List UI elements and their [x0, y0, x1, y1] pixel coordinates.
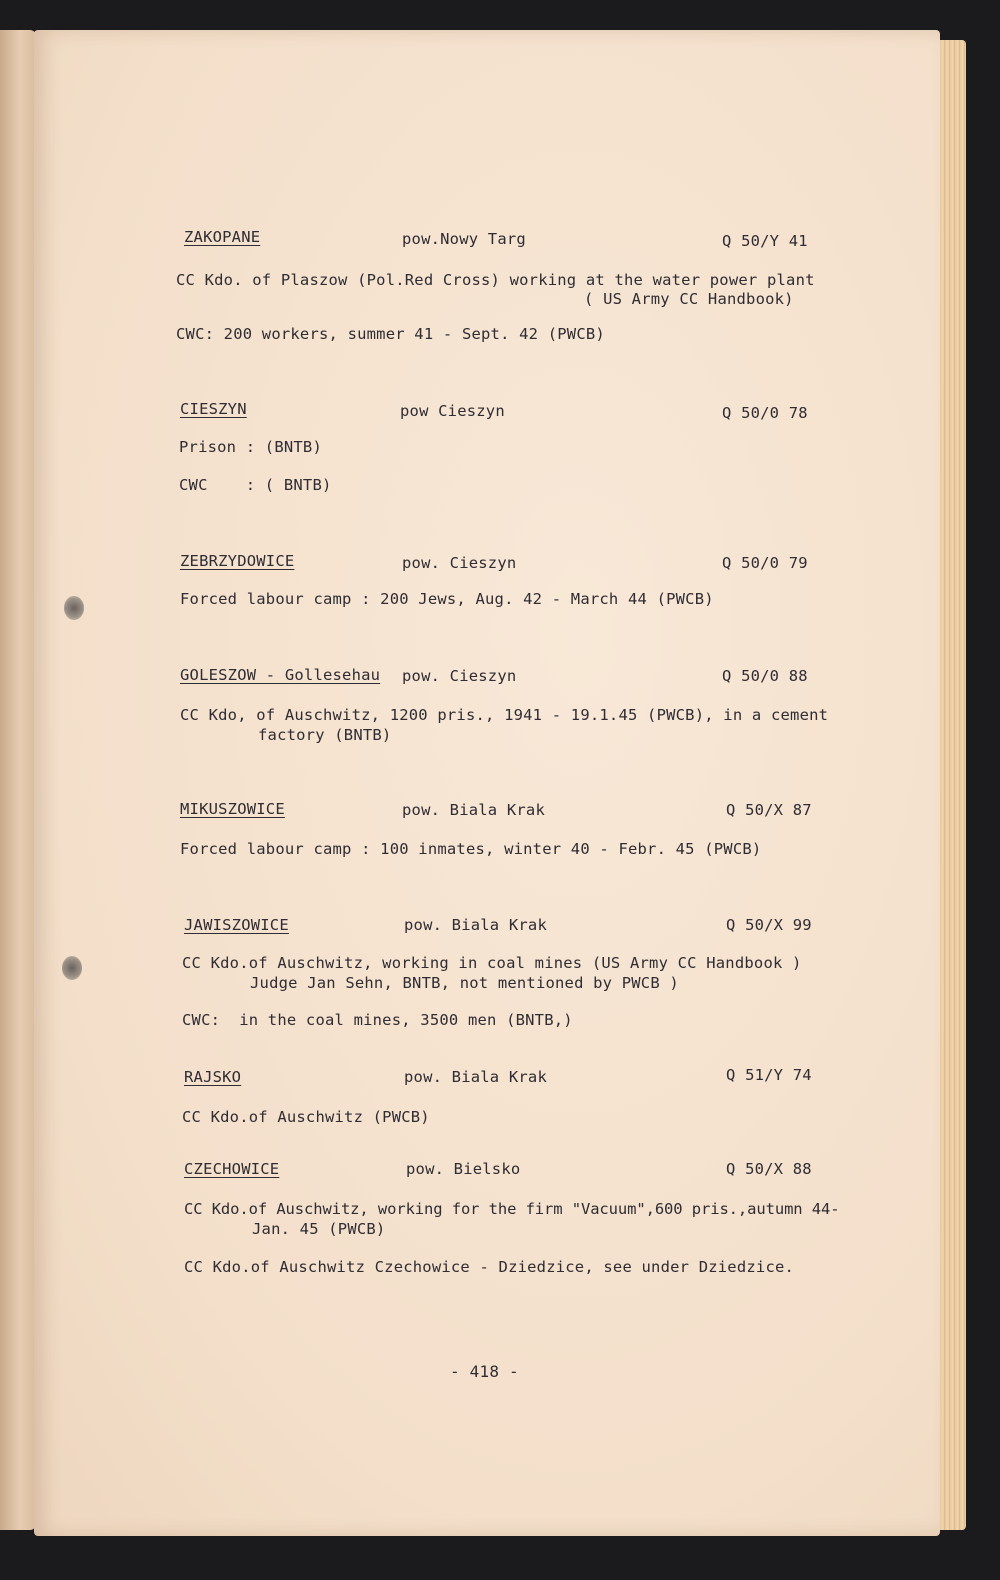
- entry-name: JAWISZOWICE: [184, 916, 289, 934]
- entry-district: pow. Biala Krak: [404, 1068, 547, 1086]
- entry-district: pow. Cieszyn: [402, 667, 517, 685]
- entry-grid-ref: Q 50/0 88: [722, 667, 808, 685]
- entry-line: Forced labour camp : 100 inmates, winter 40 - Febr. 45 (PWCB): [180, 840, 762, 858]
- entry-line: CWC: in the coal mines, 3500 men (BNTB,): [182, 1011, 573, 1029]
- punch-hole: [64, 596, 84, 620]
- entry-grid-ref: Q 50/X 87: [726, 801, 812, 819]
- entry-line: Jan. 45 (PWCB): [252, 1220, 386, 1238]
- entry-district: pow. Biala Krak: [404, 916, 547, 934]
- entry-name: GOLESZOW - Gollesehau: [180, 666, 381, 684]
- entry-name: ZEBRZYDOWICE: [180, 552, 295, 570]
- entry-name: CIESZYN: [180, 400, 247, 418]
- entry-grid-ref: Q 50/X 99: [726, 916, 812, 934]
- document-page: [34, 30, 940, 1536]
- entry-district: pow. Biala Krak: [402, 801, 545, 819]
- entry-district: pow.Nowy Targ: [402, 230, 526, 248]
- entry-grid-ref: Q 50/Y 41: [722, 232, 808, 250]
- entry-line: CWC : ( BNTB): [179, 476, 332, 494]
- entry-line: Prison : (BNTB): [179, 438, 322, 456]
- left-page-edge: [0, 30, 36, 1530]
- entry-grid-ref: Q 50/X 88: [726, 1160, 812, 1178]
- entry-line: CC Kdo.of Auschwitz Czechowice - Dziedzice, see under Dziedzice.: [184, 1258, 795, 1276]
- entry-district: pow Cieszyn: [400, 402, 505, 420]
- entry-line: CC Kdo. of Plaszow (Pol.Red Cross) working at the water power plant: [176, 271, 815, 289]
- entry-name: MIKUSZOWICE: [180, 800, 285, 818]
- entry-line: Judge Jan Sehn, BNTB, not mentioned by PWCB ): [250, 974, 679, 992]
- entry-name: CZECHOWICE: [184, 1160, 280, 1178]
- entry-line: CC Kdo.of Auschwitz, working for the firm "Vacuum",600 pris.,autumn 44-: [184, 1200, 840, 1218]
- entry-line: factory (BNTB): [258, 726, 392, 744]
- entry-line: ( US Army CC Handbook): [584, 290, 794, 308]
- entry-name: ZAKOPANE: [184, 228, 261, 246]
- entry-grid-ref: Q 50/0 78: [722, 404, 808, 422]
- entry-line: Forced labour camp : 200 Jews, Aug. 42 - March 44 (PWCB): [180, 590, 714, 608]
- entry-line: CC Kdo, of Auschwitz, 1200 pris., 1941 - 19.1.45 (PWCB), in a cement: [180, 706, 829, 724]
- entry-grid-ref: Q 50/0 79: [722, 554, 808, 572]
- entry-grid-ref: Q 51/Y 74: [726, 1066, 812, 1084]
- entry-line: CC Kdo.of Auschwitz (PWCB): [182, 1108, 430, 1126]
- entry-line: CWC: 200 workers, summer 41 - Sept. 42 (PWCB): [176, 325, 605, 343]
- entry-line: CC Kdo.of Auschwitz, working in coal mines (US Army CC Handbook ): [182, 954, 802, 972]
- entry-district: pow. Bielsko: [406, 1160, 521, 1178]
- punch-hole: [62, 956, 82, 980]
- entry-name: RAJSKO: [184, 1068, 242, 1086]
- entry-district: pow. Cieszyn: [402, 554, 517, 572]
- page-number: - 418 -: [450, 1362, 519, 1381]
